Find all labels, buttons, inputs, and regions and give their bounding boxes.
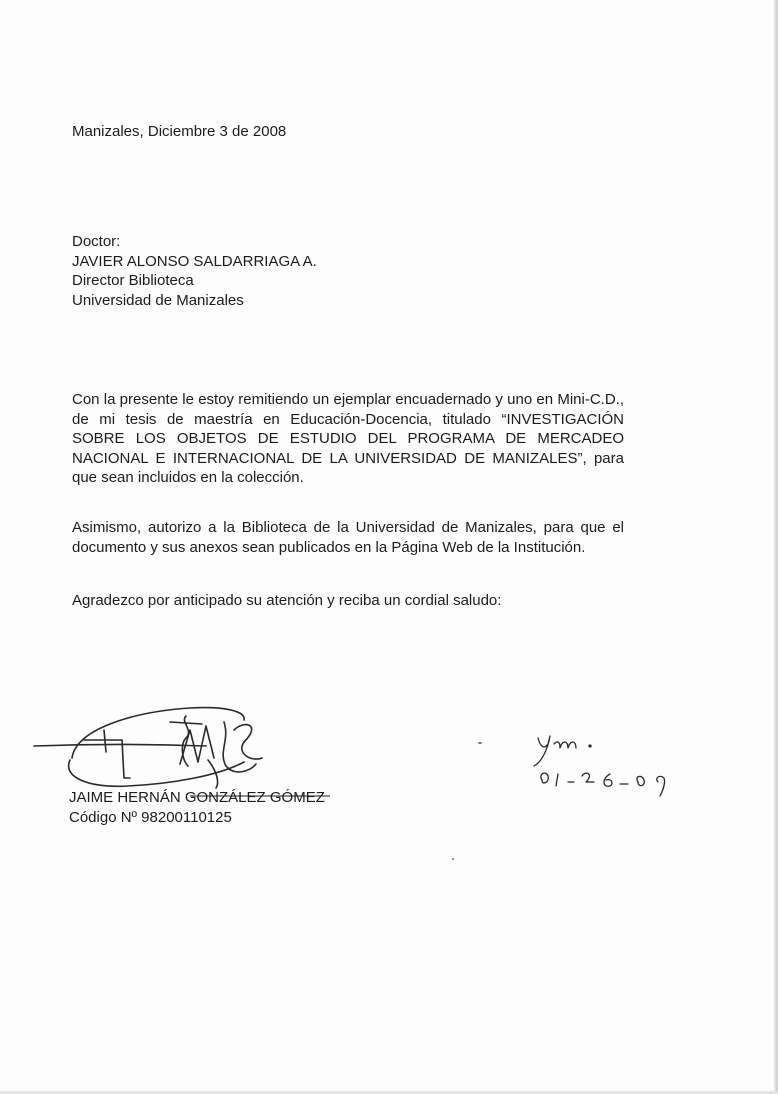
signer-name: JAIME HERNÁN GONZÁLEZ GÓMEZ — [69, 789, 325, 806]
page-edge-right — [774, 0, 778, 1094]
recipient-name: JAVIER ALONSO SALDARRIAGA A. — [72, 252, 317, 270]
body-paragraph-2: Asimismo, autorizo a la Biblioteca de la Universidad de Manizales, para que el documento y sus anexos sean publicados en la Página Web de la Institución. — [72, 519, 624, 556]
handwritten-note — [520, 730, 680, 800]
body-paragraph-3: Agradezco por anticipado su atención y reciba un cordial saludo: — [72, 592, 502, 609]
recipient-block — [72, 232, 317, 310]
recipient-title: Doctor: — [72, 233, 121, 250]
recipient-position: Director Biblioteca — [72, 272, 194, 289]
signer-block — [69, 788, 325, 827]
signer-code: Código Nº 98200110125 — [69, 808, 232, 826]
letter-date: Manizales, Diciembre 3 de 2008 — [72, 123, 287, 140]
recipient-institution: Universidad de Manizales — [72, 291, 244, 309]
scan-speck — [452, 858, 454, 860]
body-paragraph-1: Con la presente le estoy remitiendo un ejemplar encuadernado y uno en Mini-C.D., de mi tesis de maestría en Educación-Docencia, titulado “INVESTIGACIÓN SOBRE LOS OBJETOS DE ESTUDIO DEL PROGRAMA DE MERCADEO NACIONAL E INTERNACIONAL DE LA UNIVERSIDAD DE MANIZALES”, para que sean incluidos en la colección. — [72, 391, 624, 486]
scan-speck — [478, 742, 482, 744]
